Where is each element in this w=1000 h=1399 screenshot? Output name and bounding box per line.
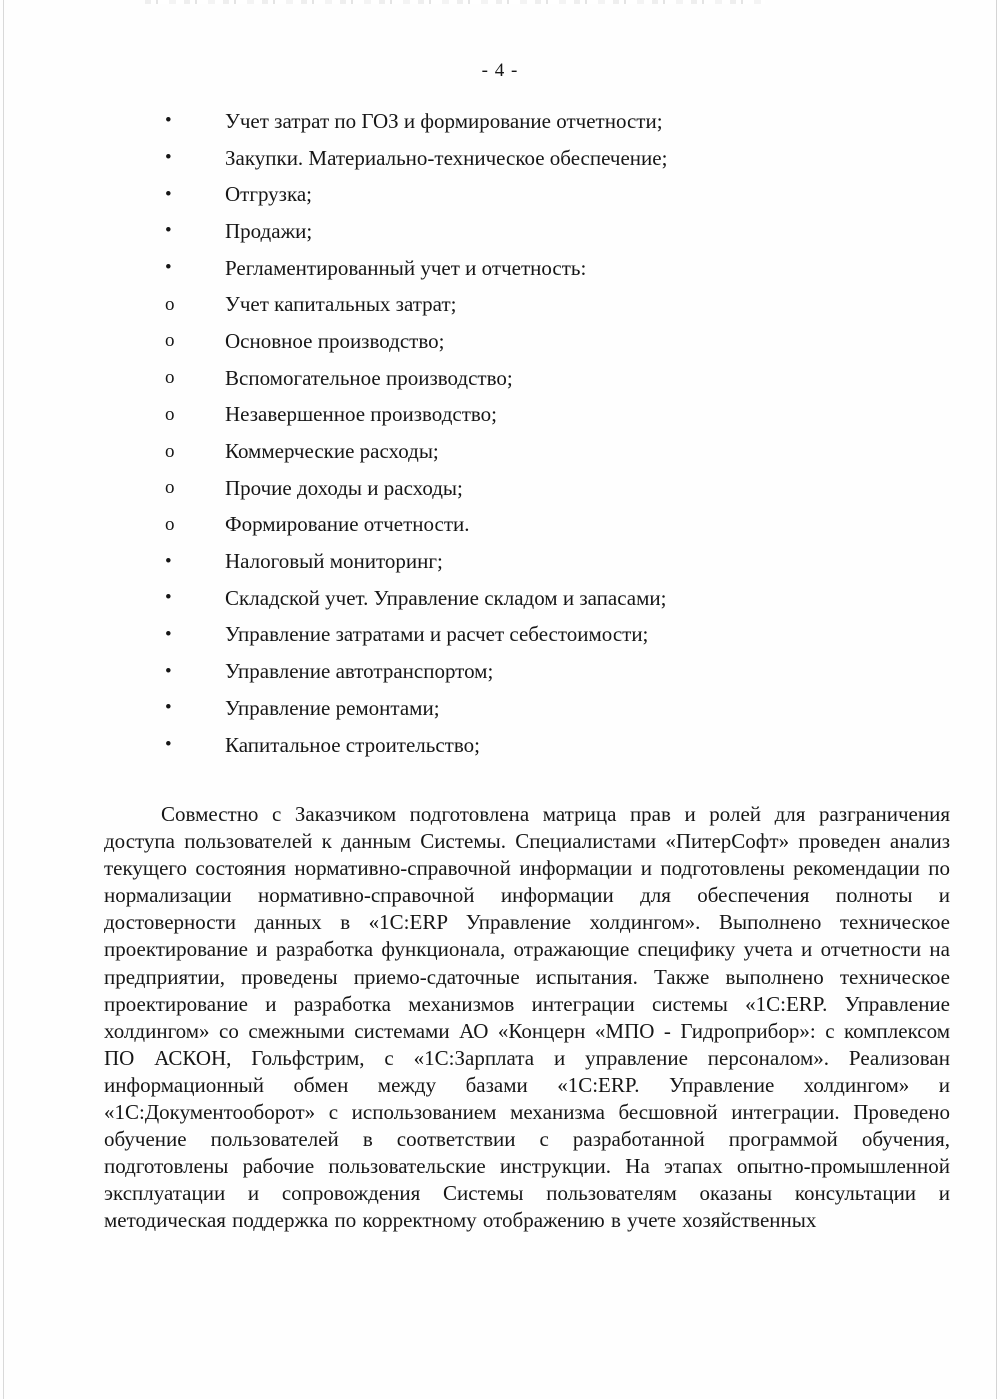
- bullet-marker: •: [165, 147, 172, 169]
- list-item-text: Управление автотранспортом;: [225, 659, 494, 684]
- body-paragraph: Совместно с Заказчиком подготовлена матрица прав и ролей для разграничения доступа пользователей к данным Системы. Специалистами «ПитерСофт» проведен анализ текущего состояния нормативно-справочной информации и подготовлены рекомендации по нормализации нормативно-справочной информации для обеспечения полноты и достоверности данных в «1С:ERP Управление холдингом». Выполнено техническое проектирование и разработка функционала, отражающие специфику учета и отчетности на предприятии, проведены приемо-сдаточные испытания. Также выполнено техническое проектирование и разработка механизмов интеграции системы «1С:ERP. Управление холдингом» со смежными системами АО «Концерн «МПО - Гидроприбор»: с комплексом ПО АСКОН, Гольфстрим, с «1С:Зарплата и управление персоналом». Реализован информационный обмен между базами «1С:ERP. Управление холдингом» и «1С:Документооборот» с использованием механизма бесшовной интеграции. Проведено обучение пользователей в соответствии с разработанной программой обучения, подготовлены рабочие пользовательские инструкции. На этапах опытно-промышленной эксплуатации и сопровождения Системы пользователям оказаны консультации и методическая поддержка по корректному отображению в учете хозяйственных: [104, 802, 950, 1233]
- list-item-text: Закупки. Материально-техническое обеспечение;: [225, 145, 668, 170]
- bullet-marker: •: [165, 734, 172, 756]
- list-item: [165, 176, 905, 213]
- list-item: [165, 286, 905, 323]
- list-item: [165, 617, 905, 654]
- bullet-marker: •: [165, 550, 172, 572]
- circle-marker: o: [165, 367, 175, 389]
- list-item-text: Вспомогательное производство;: [225, 365, 513, 390]
- list-item-text: Управление затратами и расчет себестоимости;: [225, 622, 649, 647]
- page-number: - 4 -: [481, 60, 519, 81]
- bullet-list: [165, 103, 905, 763]
- list-item: [165, 323, 905, 360]
- bullet-marker: •: [165, 587, 172, 609]
- bullet-marker: •: [165, 697, 172, 719]
- scan-edge-right: [996, 0, 997, 1399]
- list-item-text: Прочие доходы и расходы;: [225, 475, 463, 500]
- scan-edge-left: [3, 0, 4, 1399]
- circle-marker: o: [165, 440, 175, 462]
- bullet-marker: •: [165, 623, 172, 645]
- list-item: [165, 140, 905, 177]
- list-item: [165, 250, 905, 287]
- list-item: [165, 433, 905, 470]
- list-item-text: Управление ремонтами;: [225, 695, 440, 720]
- list-item: [165, 543, 905, 580]
- bullet-marker: •: [165, 183, 172, 205]
- list-item: [165, 360, 905, 397]
- list-item-text: Учет затрат по ГОЗ и формирование отчетности;: [225, 108, 663, 133]
- scan-noise-top: [145, 0, 765, 4]
- list-item-text: Складской учет. Управление складом и запасами;: [225, 585, 667, 610]
- bullet-marker: •: [165, 257, 172, 279]
- list-item-text: Коммерческие расходы;: [225, 439, 439, 464]
- list-item-text: Формирование отчетности.: [225, 512, 470, 537]
- circle-marker: o: [165, 477, 175, 499]
- list-item: [165, 580, 905, 617]
- list-item: [165, 213, 905, 250]
- list-item: [165, 507, 905, 544]
- list-item-text: Регламентированный учет и отчетность:: [225, 255, 587, 280]
- list-item: [165, 690, 905, 727]
- list-item: [165, 653, 905, 690]
- list-item: [165, 397, 905, 434]
- list-item-text: Отгрузка;: [225, 182, 313, 207]
- list-item: [165, 727, 905, 764]
- bullet-marker: •: [165, 660, 172, 682]
- circle-marker: o: [165, 330, 175, 352]
- list-item: [165, 103, 905, 140]
- list-item-text: Основное производство;: [225, 328, 445, 353]
- bullet-marker: •: [165, 220, 172, 242]
- list-item-text: Налоговый мониторинг;: [225, 549, 443, 574]
- circle-marker: o: [165, 293, 175, 315]
- list-item-text: Продажи;: [225, 218, 313, 243]
- circle-marker: o: [165, 513, 175, 535]
- list-item: [165, 470, 905, 507]
- list-item-text: Капитальное строительство;: [225, 732, 480, 757]
- circle-marker: o: [165, 403, 175, 425]
- list-item-text: Незавершенное производство;: [225, 402, 497, 427]
- bullet-marker: •: [165, 110, 172, 132]
- list-item-text: Учет капитальных затрат;: [225, 292, 457, 317]
